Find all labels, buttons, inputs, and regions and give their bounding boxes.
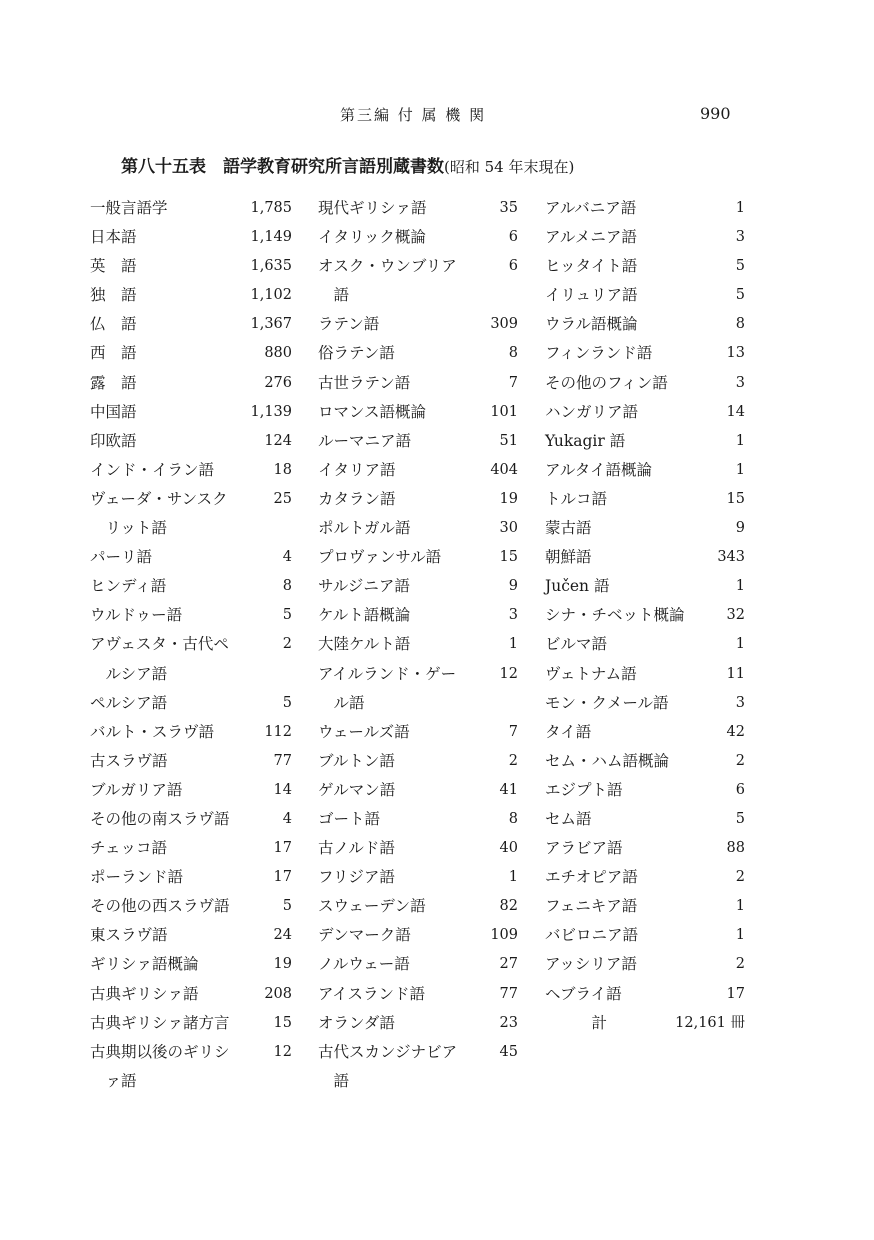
- book-count: 8: [508, 345, 518, 362]
- book-count: 1: [508, 869, 518, 886]
- book-count: 1: [735, 898, 745, 915]
- language-name: 英 語: [90, 257, 137, 276]
- book-count: 82: [499, 898, 518, 915]
- book-count: 5: [282, 694, 292, 711]
- table-row: [545, 776, 745, 805]
- language-name: フリジア語: [318, 868, 395, 887]
- language-name: バビロニア語: [545, 926, 639, 945]
- book-count: 1,139: [250, 403, 292, 420]
- book-count: 3: [735, 229, 745, 246]
- language-name: アイルランド・ゲー ル語: [318, 664, 457, 712]
- language-name: ラテン語: [318, 315, 380, 334]
- book-count: 7: [508, 374, 518, 391]
- language-name: アヴェスタ・古代ペ ルシア語: [90, 635, 229, 683]
- table-row: [545, 194, 745, 223]
- language-name: 東スラヴ語: [90, 926, 168, 945]
- language-name: ビルマ語: [545, 635, 608, 654]
- table-row: [545, 485, 745, 514]
- table-row: [318, 572, 518, 601]
- language-name: チェッコ語: [90, 839, 168, 858]
- language-name: その他の南スラヴ語: [90, 809, 230, 828]
- book-count: 404: [490, 461, 518, 478]
- language-name: イタリア語: [318, 460, 396, 479]
- language-name: ヒッタイト語: [545, 257, 638, 276]
- language-name: シナ・チベット概論: [545, 606, 685, 625]
- book-count: 1: [508, 636, 518, 653]
- book-count: 276: [264, 374, 292, 391]
- table-row: [545, 630, 745, 659]
- book-count: 9: [508, 578, 518, 595]
- table-row: [90, 689, 292, 718]
- table-row: [90, 456, 292, 485]
- book-count: 40: [499, 840, 518, 857]
- language-name: フィンランド語: [545, 344, 653, 363]
- language-name: アイスランド語: [318, 984, 425, 1003]
- table-row: [318, 427, 518, 456]
- language-name: 古スラヴ語: [90, 751, 168, 770]
- book-count: 42: [726, 723, 745, 740]
- book-count: 8: [735, 316, 745, 333]
- book-count: 2: [282, 636, 292, 653]
- book-count: 32: [726, 607, 745, 624]
- book-count: 9: [735, 520, 745, 537]
- table-row: [318, 980, 518, 1009]
- table-row: [318, 601, 518, 630]
- book-count: 88: [726, 840, 745, 857]
- language-name: その他のフィン語: [545, 373, 668, 392]
- book-count: 19: [499, 490, 518, 507]
- table-title: [121, 152, 574, 177]
- language-name: ギリシァ語概論: [90, 955, 199, 974]
- language-name: ロマンス語概論: [318, 402, 427, 421]
- language-name: スウェーデン語: [318, 897, 426, 916]
- language-name: 一般言語学: [90, 199, 168, 217]
- language-name: ペルシア語: [90, 693, 168, 712]
- table-row: [318, 456, 518, 485]
- table-row: [545, 281, 745, 310]
- running-head: 第三編 付 属 機 関: [340, 106, 487, 124]
- book-count: 2: [735, 869, 745, 886]
- language-name: アルメニア語: [545, 228, 637, 247]
- table-row: [90, 485, 292, 543]
- book-count: 27: [499, 956, 518, 973]
- language-name: 独 語: [90, 286, 137, 305]
- table-row: [545, 834, 745, 863]
- table-row: [90, 281, 292, 310]
- language-name: 蒙古語: [545, 519, 592, 538]
- language-name: イリュリア語: [545, 286, 638, 305]
- table-row: [545, 980, 745, 1009]
- language-name: エジプト語: [545, 780, 623, 799]
- language-name: アラビア語: [545, 839, 623, 858]
- table-row: [545, 223, 745, 252]
- table-row: [545, 398, 745, 427]
- book-count: 1: [735, 636, 745, 653]
- book-count: 124: [264, 432, 292, 449]
- book-count: 3: [508, 607, 518, 624]
- table-row: [90, 805, 292, 834]
- book-count: 7: [508, 723, 518, 740]
- table-row: [90, 310, 292, 339]
- book-count: 15: [499, 549, 518, 566]
- language-name: 仏 語: [90, 315, 137, 334]
- book-count: 17: [273, 840, 292, 857]
- table-row: [545, 892, 745, 921]
- table-row: [90, 223, 292, 252]
- book-count: 5: [735, 287, 745, 304]
- book-count: 17: [273, 869, 292, 886]
- language-name: 古典ギリシァ語: [90, 984, 199, 1003]
- book-count: 1: [735, 432, 745, 449]
- table-row: [90, 601, 292, 630]
- book-count: 1: [735, 578, 745, 595]
- table-row: [90, 1038, 292, 1096]
- table-row: [90, 950, 292, 979]
- language-name: ヒンディ語: [90, 577, 167, 596]
- table-row: [90, 747, 292, 776]
- language-name: プロヴァンサル語: [318, 548, 442, 567]
- table-row: [545, 514, 745, 543]
- language-name: エチオピア語: [545, 868, 638, 887]
- table-row: [318, 194, 518, 223]
- language-name: ノルウェー語: [318, 955, 410, 974]
- table-row: [545, 718, 745, 747]
- book-count: 109: [490, 927, 518, 944]
- table-row: [545, 921, 745, 950]
- book-count: 880: [264, 345, 292, 362]
- table-row: [545, 863, 745, 892]
- book-count: 5: [282, 607, 292, 624]
- language-name: イタリック概論: [318, 228, 426, 247]
- language-name: 日本語: [90, 228, 137, 247]
- language-name: ポーランド語: [90, 868, 184, 887]
- table-row: [90, 834, 292, 863]
- language-name: 現代ギリシァ語: [318, 199, 427, 217]
- book-count: 25: [273, 490, 292, 507]
- language-name: ウラル語概論: [545, 315, 638, 334]
- book-count: 41: [499, 781, 518, 798]
- table-row: [318, 630, 518, 659]
- language-name: 古典期以後のギリシ ァ語: [90, 1042, 230, 1090]
- table-title-main: 第八十五表 語学教育研究所言語別蔵書数: [121, 157, 444, 177]
- book-count: 6: [508, 229, 518, 246]
- book-count: 51: [499, 432, 518, 449]
- book-count: 2: [735, 956, 745, 973]
- language-name: ルーマニア語: [318, 431, 412, 450]
- book-count: 30: [499, 520, 518, 537]
- book-count: 19: [273, 956, 292, 973]
- table-row: [318, 369, 518, 398]
- table-row: [90, 194, 292, 223]
- book-count: 2: [735, 752, 745, 769]
- book-count: 14: [726, 403, 745, 420]
- language-name: インド・イラン語: [90, 460, 215, 479]
- language-name: 大陸ケルト語: [318, 635, 411, 654]
- language-name: 俗ラテン語: [318, 344, 395, 363]
- book-count: 309: [490, 316, 518, 333]
- language-name: タイ語: [545, 722, 592, 741]
- table-row: [545, 456, 745, 485]
- book-count: 13: [726, 345, 745, 362]
- language-name: サルジニア語: [318, 577, 410, 596]
- book-count: 24: [273, 927, 292, 944]
- language-name: オスク・ウンブリア 語: [318, 257, 457, 305]
- book-count: 208: [264, 985, 292, 1002]
- language-name: ウェールズ語: [318, 722, 410, 741]
- table-row: [318, 1009, 518, 1038]
- book-count: 5: [735, 810, 745, 827]
- language-name: ヘブライ語: [545, 984, 622, 1003]
- language-name: ウルドゥー語: [90, 606, 183, 625]
- language-name: 古世ラテン語: [318, 373, 411, 392]
- table-row: [318, 1038, 518, 1096]
- book-count: 5: [282, 898, 292, 915]
- language-name: セム・ハム語概論: [545, 751, 670, 770]
- book-count: 1,367: [250, 316, 292, 333]
- table-row: [545, 543, 745, 572]
- book-count: 2: [508, 752, 518, 769]
- language-name: ケルト語概論: [318, 606, 411, 625]
- language-name: パーリ語: [90, 548, 153, 567]
- book-count: 18: [273, 461, 292, 478]
- table-row: [90, 427, 292, 456]
- book-count: 14: [273, 781, 292, 798]
- table-row: [90, 369, 292, 398]
- language-name: アルバニア語: [545, 199, 637, 217]
- book-count: 35: [499, 200, 518, 216]
- book-count: 77: [273, 752, 292, 769]
- table-row: [545, 427, 745, 456]
- table-column-2: [318, 194, 518, 1096]
- language-name: ヴェトナム語: [545, 664, 637, 683]
- table-row: [318, 543, 518, 572]
- book-count: 343: [717, 549, 745, 566]
- table-row: [318, 339, 518, 368]
- table-row: [318, 514, 518, 543]
- table-row: [545, 310, 745, 339]
- table-row: [90, 630, 292, 688]
- language-name: ポルトガル語: [318, 519, 411, 538]
- page-number: 990: [700, 104, 731, 123]
- language-name: 古代スカンジナビア 語: [318, 1042, 458, 1090]
- language-name: モン・クメール語: [545, 693, 669, 712]
- book-count: 1,149: [250, 229, 292, 246]
- table-row: [90, 1009, 292, 1038]
- table-row: [90, 980, 292, 1009]
- book-count: 1: [735, 927, 745, 944]
- table-row: [90, 252, 292, 281]
- table-row: [545, 601, 745, 630]
- table-row: [318, 892, 518, 921]
- book-count: 4: [282, 810, 292, 827]
- table-row: [90, 398, 292, 427]
- table-row: [90, 776, 292, 805]
- language-name: 計: [545, 1013, 608, 1032]
- book-count: 23: [499, 1014, 518, 1031]
- language-name: セム語: [545, 809, 592, 828]
- table-row: [90, 543, 292, 572]
- book-count: 112: [264, 723, 292, 740]
- table-row: [545, 660, 745, 689]
- table-row: [90, 339, 292, 368]
- language-name: ヴェーダ・サンスク リット語: [90, 489, 228, 538]
- table-row: [318, 950, 518, 979]
- table-row: [318, 863, 518, 892]
- language-name: その他の西スラヴ語: [90, 897, 230, 916]
- table-row: [545, 1009, 745, 1038]
- table-row: [318, 252, 518, 310]
- language-name: バルト・スラヴ語: [90, 722, 215, 741]
- book-count: 1: [735, 461, 745, 478]
- table-row: [545, 369, 745, 398]
- table-row: [90, 572, 292, 601]
- book-count: 3: [735, 694, 745, 711]
- table-row: [318, 834, 518, 863]
- table-row: [545, 747, 745, 776]
- book-count: 8: [508, 810, 518, 827]
- book-count: 17: [726, 985, 745, 1002]
- language-name: アルタイ語概論: [545, 460, 652, 479]
- book-count: 45: [499, 1043, 518, 1060]
- table-row: [90, 718, 292, 747]
- table-title-date: (昭和 54 年末現在): [444, 158, 575, 176]
- language-name: Jučen 語: [545, 577, 610, 596]
- language-name: ゴート語: [318, 809, 381, 828]
- table-row: [545, 339, 745, 368]
- table-row: [545, 689, 745, 718]
- table-column-3: [545, 194, 745, 1038]
- book-count: 6: [508, 258, 518, 275]
- table-row: [90, 892, 292, 921]
- table-column-1: [90, 194, 292, 1096]
- language-name: トルコ語: [545, 489, 608, 508]
- book-count: 77: [499, 985, 518, 1002]
- book-count: 1: [735, 200, 745, 216]
- book-count: 5: [735, 258, 745, 275]
- table-row: [318, 398, 518, 427]
- table-row: [90, 921, 292, 950]
- language-name: 中国語: [90, 402, 137, 421]
- table-row: [318, 718, 518, 747]
- book-count: 12: [273, 1043, 292, 1060]
- language-name: 古ノルド語: [318, 839, 395, 858]
- language-name: デンマーク語: [318, 926, 411, 945]
- table-row: [318, 921, 518, 950]
- language-name: 西 語: [90, 344, 137, 363]
- book-count: 12,161 冊: [675, 1014, 745, 1031]
- book-count: 1,785: [250, 200, 292, 216]
- language-name: ブルガリア語: [90, 780, 183, 799]
- table-row: [545, 950, 745, 979]
- language-name: Yukagir 語: [545, 431, 626, 450]
- table-row: [318, 310, 518, 339]
- book-count: 8: [282, 578, 292, 595]
- language-name: 古典ギリシァ諸方言: [90, 1013, 230, 1032]
- table-row: [545, 805, 745, 834]
- language-name: フェニキア語: [545, 897, 638, 916]
- table-row: [318, 747, 518, 776]
- table-row: [318, 660, 518, 718]
- book-count: 1,102: [250, 287, 292, 304]
- table-row: [545, 252, 745, 281]
- language-name: ブルトン語: [318, 751, 395, 770]
- language-name: オランダ語: [318, 1013, 395, 1032]
- language-name: 朝鮮語: [545, 548, 592, 567]
- book-count: 6: [735, 781, 745, 798]
- language-name: ゲルマン語: [318, 780, 396, 799]
- table-row: [545, 572, 745, 601]
- language-name: ハンガリア語: [545, 402, 639, 421]
- book-count: 12: [499, 665, 518, 682]
- book-count: 4: [282, 549, 292, 566]
- language-name: 印欧語: [90, 431, 137, 450]
- book-count: 101: [490, 403, 518, 420]
- table-row: [318, 485, 518, 514]
- book-count: 11: [726, 665, 745, 682]
- table-row: [318, 805, 518, 834]
- language-name: アッシリア語: [545, 955, 637, 974]
- book-count: 1,635: [250, 258, 292, 275]
- language-name: 露 語: [90, 373, 137, 392]
- book-count: 15: [726, 490, 745, 507]
- book-count: 15: [273, 1014, 292, 1031]
- table-row: [318, 776, 518, 805]
- table-row: [318, 223, 518, 252]
- table-row: [90, 863, 292, 892]
- language-name: カタラン語: [318, 489, 396, 508]
- book-count: 3: [735, 374, 745, 391]
